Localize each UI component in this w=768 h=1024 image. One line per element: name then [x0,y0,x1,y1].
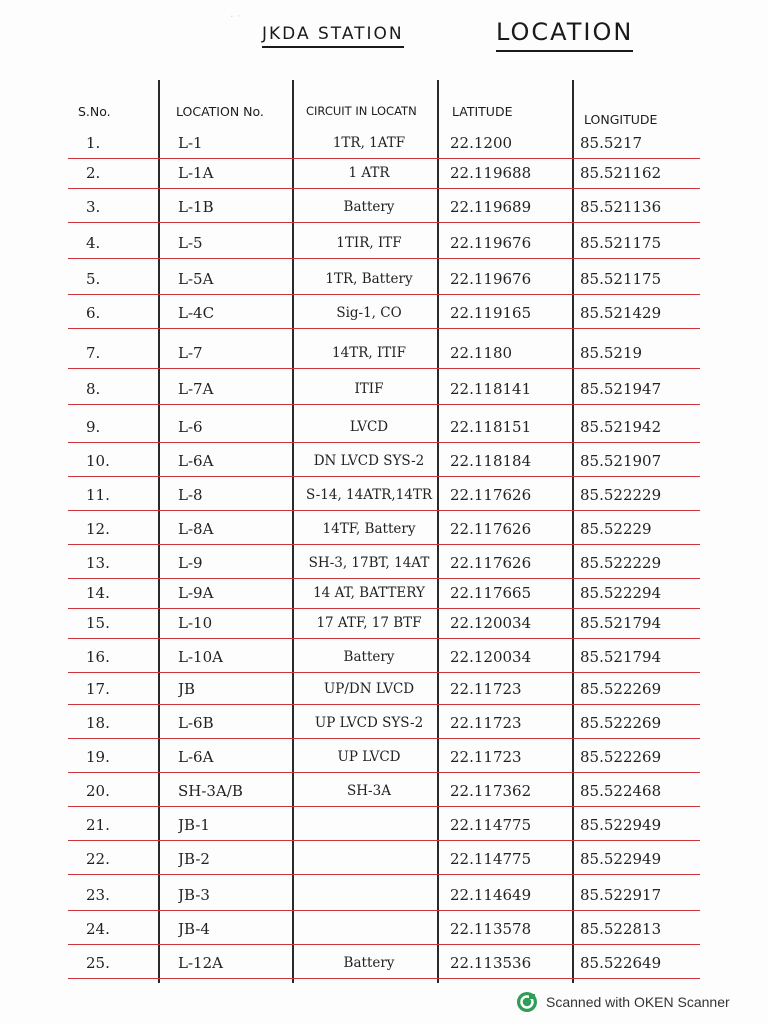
cell-circuit: 14TR, ITIF [332,345,406,361]
cell-location-no: JB [178,680,196,698]
cell-location-no: L-7A [178,380,214,398]
cell-latitude: 22.11723 [450,714,522,732]
cell-longitude: 85.521907 [580,452,662,470]
cell-circuit: 1TR, Battery [325,271,413,287]
ruled-line [68,368,700,369]
cell-circuit [300,883,438,907]
cell-longitude: 85.521162 [580,164,662,182]
table-row [68,156,700,189]
cell-circuit: 14TF, Battery [322,521,416,537]
cell-longitude: 85.522229 [580,486,662,504]
cell-longitude: 85.521947 [580,380,662,398]
cell-latitude: 22.117626 [450,486,532,504]
cell-sno: 6. [86,304,101,322]
cell-sno: 19. [86,748,110,766]
table-row [68,912,700,945]
cell-latitude: 22.11723 [450,748,522,766]
cell-longitude: 85.521794 [580,614,662,632]
table-row [68,576,700,609]
cell-circuit: UP LVCD SYS-2 [314,715,424,731]
cell-circuit: Sig-1, CO [336,305,402,321]
cell-sno: 5. [86,270,101,288]
cell-location-no: L-8 [178,486,203,504]
cell-latitude: 22.119165 [450,304,532,322]
ruled-line [68,772,700,773]
cell-location-no: L-6 [178,418,203,436]
cell-latitude: 22.1200 [450,134,513,152]
cell-longitude: 85.522649 [580,954,662,972]
cell-location-no: L-9A [178,584,214,602]
cell-latitude: 22.118184 [450,452,532,470]
table-row [68,878,700,911]
ruled-line [68,510,700,511]
ruled-line [68,188,700,189]
bleed-through-mark: · ᐧ [230,10,240,23]
ruled-line [68,806,700,807]
cell-circuit: LVCD [349,419,389,435]
cell-circuit: 1TIR, ITF [336,235,402,251]
header-longitude: LONGITUDE [584,112,658,127]
ruled-line [68,874,700,875]
cell-sno: 13. [86,554,110,572]
ruled-line [68,258,700,259]
cell-longitude: 85.522949 [580,816,662,834]
cell-sno: 10. [86,452,110,470]
cell-sno: 24. [86,920,110,938]
cell-latitude: 22.119688 [450,164,532,182]
cell-circuit: ITIF [354,381,384,397]
table-row [68,336,700,369]
table-row [68,410,700,443]
cell-sno: 20. [86,782,110,800]
cell-circuit [300,847,438,871]
cell-sno: 25. [86,954,110,972]
ruled-line [68,840,700,841]
table-row [68,808,700,841]
table-row [68,226,700,259]
cell-sno: 17. [86,680,110,698]
cell-location-no: L-4C [178,304,215,322]
ruled-line [68,738,700,739]
table-row [68,740,700,773]
cell-location-no: JB-1 [178,816,210,834]
cell-latitude: 22.119689 [450,198,532,216]
station-title: JKDA STATION [262,24,404,48]
ruled-line [68,328,700,329]
cell-longitude: 85.522229 [580,554,662,572]
cell-sno: 9. [86,418,101,436]
cell-latitude: 22.120034 [450,614,532,632]
cell-location-no: JB-4 [178,920,210,938]
cell-circuit [300,813,438,837]
table-row [68,706,700,739]
scanner-text: Scanned with OKEN Scanner [546,994,730,1010]
ruled-line [68,404,700,405]
cell-longitude: 85.52229 [580,520,652,538]
table-row [68,262,700,295]
table-row [68,190,700,223]
ruled-line [68,476,700,477]
cell-sno: 11. [86,486,110,504]
cell-location-no: L-5A [178,270,214,288]
cell-location-no: L-12A [178,954,223,972]
cell-sno: 1. [86,134,101,152]
ruled-line [68,442,700,443]
cell-location-no: L-10 [178,614,213,632]
cell-location-no: L-1A [178,164,214,182]
cell-sno: 18. [86,714,110,732]
cell-sno: 12. [86,520,110,538]
table-row [68,842,700,875]
cell-longitude: 85.522269 [580,714,662,732]
cell-location-no: L-6A [178,452,214,470]
cell-longitude: 85.522468 [580,782,662,800]
table-row [68,774,700,807]
cell-location-no: L-6B [178,714,214,732]
cell-circuit: 1 ATR [348,165,390,181]
cell-location-no: L-10A [178,648,223,666]
ruled-line [68,544,700,545]
cell-longitude: 85.5217 [580,134,643,152]
table-row [68,126,700,159]
header-location-no: LOCATION No. [176,104,264,119]
cell-sno: 7. [86,344,101,362]
cell-latitude: 22.117665 [450,584,532,602]
cell-circuit: S-14, 14ATR,14TR [305,487,433,503]
cell-longitude: 85.522269 [580,680,662,698]
cell-longitude: 85.521136 [580,198,662,216]
cell-sno: 8. [86,380,101,398]
cell-latitude: 22.119676 [450,234,532,252]
cell-circuit: DN LVCD SYS-2 [313,453,425,469]
cell-location-no: JB-2 [178,850,210,868]
table-row [68,296,700,329]
table-row [68,672,700,705]
cell-latitude: 22.117626 [450,554,532,572]
cell-sno: 4. [86,234,101,252]
ruled-line [68,704,700,705]
cell-latitude: 22.113536 [450,954,532,972]
cell-location-no: L-1B [178,198,214,216]
ruled-line [68,294,700,295]
cell-circuit: Battery [343,955,395,971]
ruled-line [68,222,700,223]
cell-sno: 22. [86,850,110,868]
table-row [68,606,700,639]
cell-longitude: 85.521175 [580,234,662,252]
oken-scanner-logo-icon [516,991,538,1013]
cell-longitude: 85.521794 [580,648,662,666]
cell-latitude: 22.117362 [450,782,532,800]
cell-longitude: 85.522949 [580,850,662,868]
cell-location-no: L-5 [178,234,203,252]
cell-latitude: 22.118151 [450,418,532,436]
cell-sno: 14. [86,584,110,602]
cell-longitude: 85.522294 [580,584,662,602]
cell-circuit: 1TR, 1ATF [332,135,406,151]
cell-location-no: L-8A [178,520,214,538]
cell-circuit: 17 ATF, 17 BTF [316,615,422,631]
cell-circuit: SH-3A [347,783,391,799]
location-title: LOCATION [496,18,633,52]
cell-sno: 21. [86,816,110,834]
table-row [68,478,700,511]
cell-latitude: 22.114775 [450,816,532,834]
ruled-line [68,910,700,911]
cell-latitude: 22.118141 [450,380,532,398]
cell-sno: 3. [86,198,101,216]
table-row [68,640,700,673]
cell-longitude: 85.521429 [580,304,662,322]
header-circuit: CIRCUIT IN LOCATN [306,104,417,118]
table-row [68,372,700,405]
cell-latitude: 22.11723 [450,680,522,698]
scanner-watermark [516,990,730,1014]
cell-location-no: L-9 [178,554,203,572]
cell-circuit: SH-3, 17BT, 14AT [308,555,430,571]
table-row [68,512,700,545]
cell-latitude: 22.114775 [450,850,532,868]
ruled-line [68,638,700,639]
cell-circuit: UP/DN LVCD [323,681,415,697]
cell-longitude: 85.521942 [580,418,662,436]
cell-location-no: JB-3 [178,886,210,904]
cell-longitude: 85.521175 [580,270,662,288]
cell-circuit [300,917,438,941]
cell-latitude: 22.113578 [450,920,532,938]
header-sno: S.No. [78,104,111,119]
cell-location-no: L-1 [178,134,203,152]
table-row [68,546,700,579]
cell-sno: 16. [86,648,110,666]
cell-latitude: 22.1180 [450,344,513,362]
cell-circuit: Battery [343,199,395,215]
cell-circuit: 14 AT, BATTERY [313,585,425,601]
cell-location-no: SH-3A/B [178,782,243,800]
header-latitude: LATITUDE [452,104,513,119]
cell-location-no: L-7 [178,344,203,362]
ruled-line [68,944,700,945]
cell-circuit: UP LVCD [337,749,401,765]
cell-longitude: 85.522269 [580,748,662,766]
ruled-line [68,978,700,979]
cell-longitude: 85.5219 [580,344,643,362]
table-row [68,444,700,477]
cell-sno: 23. [86,886,110,904]
cell-latitude: 22.119676 [450,270,532,288]
cell-latitude: 22.120034 [450,648,532,666]
cell-latitude: 22.114649 [450,886,532,904]
cell-longitude: 85.522813 [580,920,662,938]
cell-circuit: Battery [343,649,395,665]
cell-longitude: 85.522917 [580,886,662,904]
cell-sno: 2. [86,164,101,182]
cell-latitude: 22.117626 [450,520,532,538]
cell-sno: 15. [86,614,110,632]
cell-location-no: L-6A [178,748,214,766]
table-row [68,946,700,979]
